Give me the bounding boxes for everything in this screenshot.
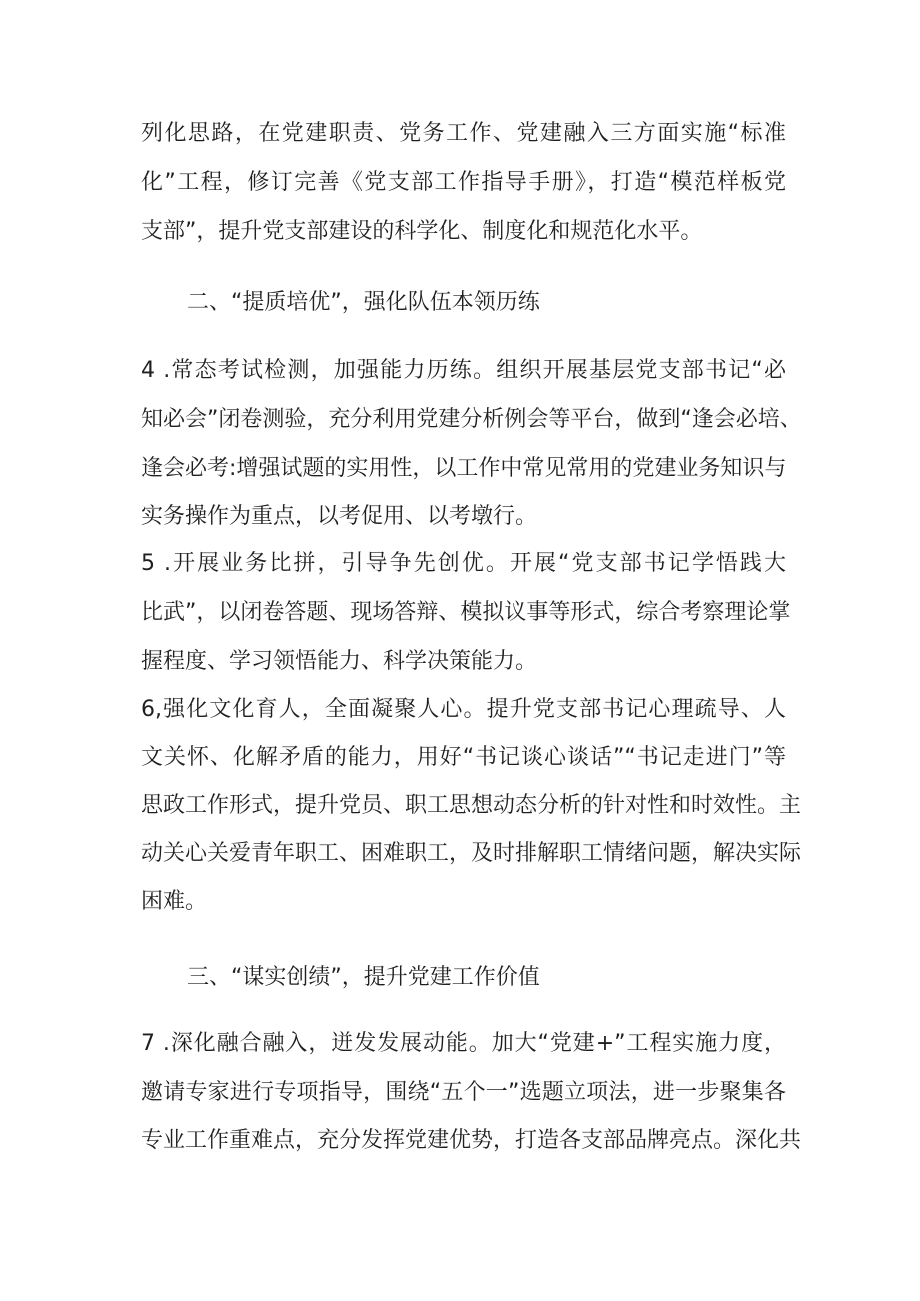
item4-line-2: 知必会”闭卷测验，充分利用党建分析例会等平台，做到“逢会必培、 xyxy=(141,407,802,432)
section-two-heading: 二、“提质培优”，强化队伍本领历练 xyxy=(187,290,540,315)
intro-line-2: 化”工程，修订完善《党支部工作指导手册》，打造“模范样板党 xyxy=(141,170,786,195)
item4-line-4: 实务操作为重点，以考促用、以考墩行。 xyxy=(141,504,538,529)
intro-line-3: 支部”，提升党支部建设的科学化、制度化和规范化水平。 xyxy=(141,219,703,244)
intro-line-1: 列化思路，在党建职责、党务工作、党建融入三方面实施“标准 xyxy=(141,121,786,146)
item4-line-1: 4 .常态考试检测，加强能力历练。组织开展基层党支部书记“必 xyxy=(141,358,786,383)
item6-line-3: 思政工作形式，提升党员、职工思想动态分析的针对性和时效性。主 xyxy=(141,793,802,818)
item5-line-3: 握程度、学习领悟能力、科学决策能力。 xyxy=(141,649,538,674)
item6-line-1: 6,强化文化育人，全面凝聚人心。提升党支部书记心理疏导、人 xyxy=(141,697,786,722)
item7-line-3: 专业工作重难点，充分发挥党建优势，打造各支部品牌亮点。深化共 xyxy=(141,1128,802,1153)
item5-line-1: 5 .开展业务比拼，引导争先创优。开展“党支部书记学悟践大 xyxy=(141,551,786,576)
item6-line-2: 文关怀、化解矛盾的能力，用好“书记谈心谈话”“书记走进门”等 xyxy=(141,745,786,770)
item7-line-1: 7 .深化融合融入，迸发发展动能。加大“党建+”工程实施力度， xyxy=(141,1031,786,1056)
item7-line-2: 邀请专家进行专项指导，围绕“五个一”选题立项法，进一步聚集各 xyxy=(141,1080,786,1105)
item5-line-2: 比武”，以闭卷答题、现场答辩、模拟议事等形式，综合考察理论掌 xyxy=(141,600,791,625)
item6-line-5: 困难。 xyxy=(141,889,208,914)
item4-line-3: 逢会必考:增强试题的实用性，以工作中常见常用的党建业务知识与 xyxy=(141,456,787,481)
item6-line-4: 动关心关爱青年职工、困难职工，及时排解职工情绪问题，解决实际 xyxy=(141,841,802,866)
section-three-heading: 三、“谋实创绩”，提升党建工作价值 xyxy=(187,965,540,990)
